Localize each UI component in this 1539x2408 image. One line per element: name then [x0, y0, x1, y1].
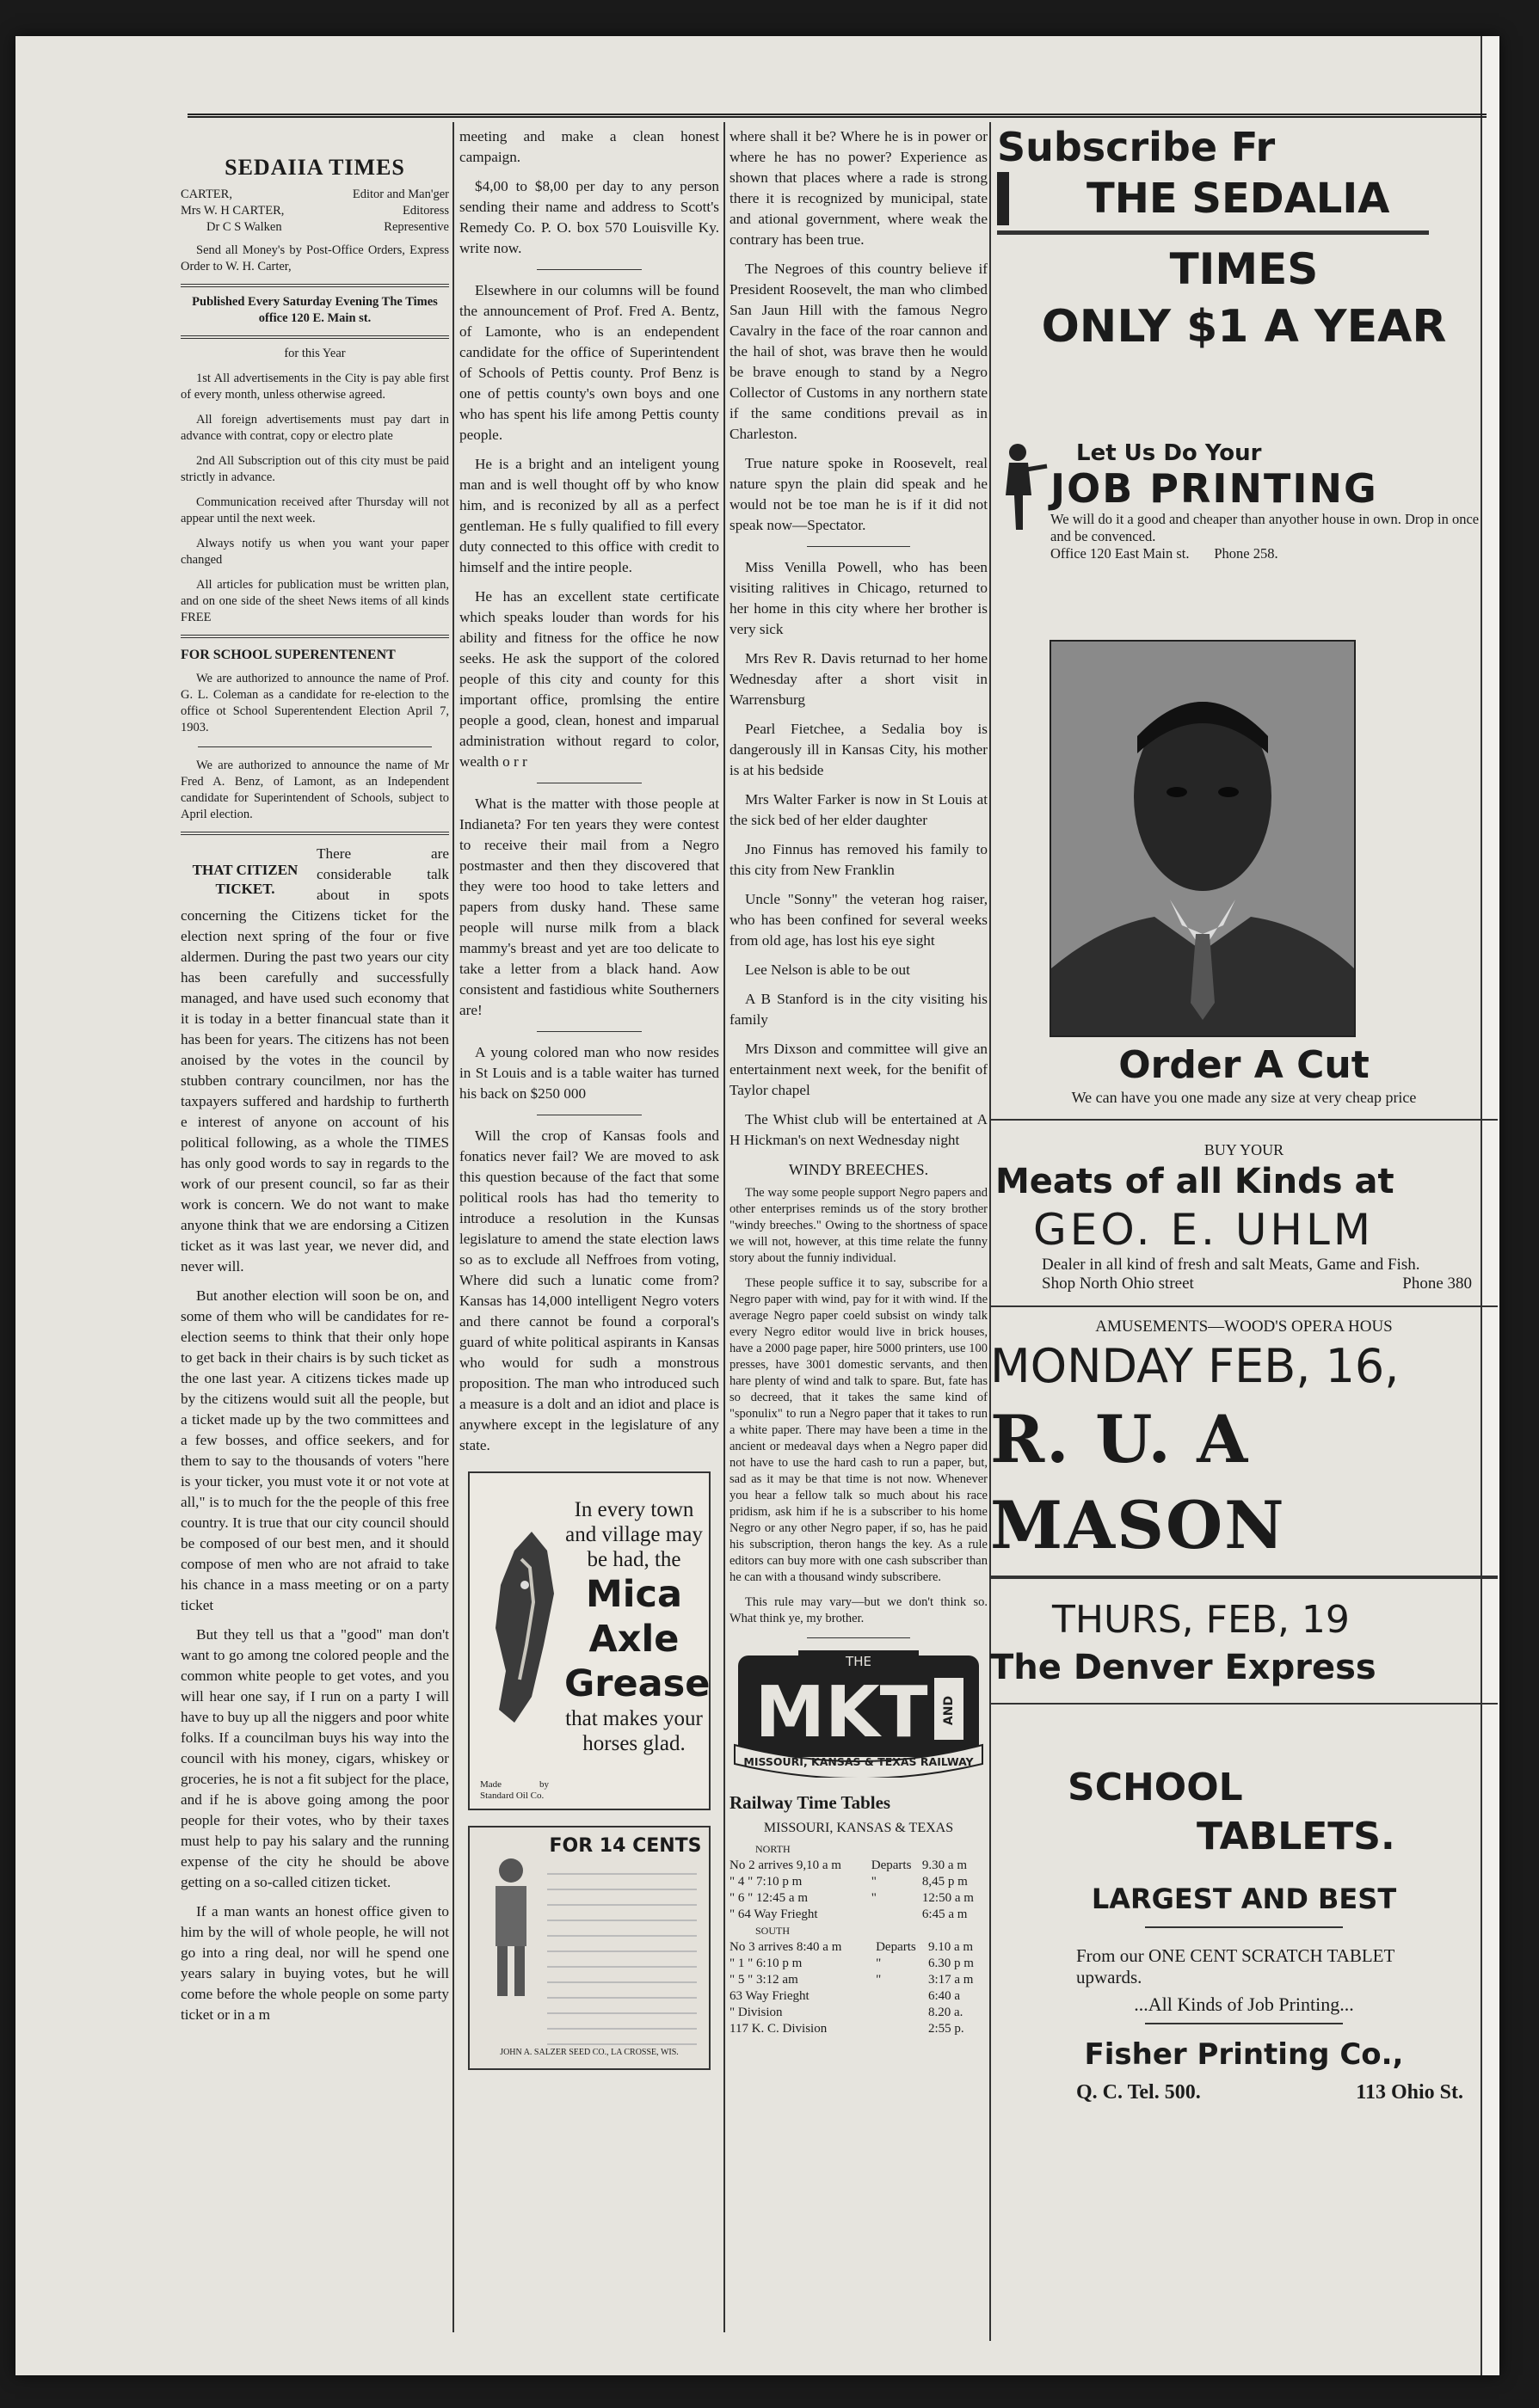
- citizen-paragraph: If a man wants an honest office given to him by the will of whole people, he will not go into a ring deal, nor will he spend one years salary in buying votes, but he will come before the whole people on some party ticket or in a m: [181, 1903, 449, 2023]
- terms-item: 2nd All Subscription out of this city must be paid strictly in advance.: [181, 454, 449, 484]
- col2-paragraph: Will the crop of Kansas fools and fonatics never fail? We are moved to ask this question because of the fact that some political rools has had tho temerity to introduce a resolution in the Kunsas legislature to amend the state election laws so as to exclude all Neffroes from voting, Where did such a lunatic come from? Kansas has 14,000 intelligent Negro voters and there cannot be found a corporal's guard of white political aspirants in Kansas who would for sudh a monstrous proposition. The man who introduced such a measure is a dolt and an idiot and place is anywhere except in the legislature of any state.: [459, 1127, 719, 1453]
- fisher-address: 113 Ohio St.: [1356, 2081, 1463, 2104]
- denver-express: The Denver Express: [990, 1648, 1376, 1687]
- north-table: [729, 1858, 988, 1923]
- staff-name: CARTER,: [181, 187, 232, 201]
- railway-sub: MISSOURI, KANSAS & TEXAS: [763, 1821, 954, 1835]
- col2-paragraph: What is the matter with those people at Indianeta? For ten years they were contest to receive their mail from a Negro postmaster and then they discovered that they were too hood to take letters and papers from dusky hand. These same people will nurse milk from a black mammy's breast and yet are too delicate to take a letter from a black hand. Aow consistent and fastidious white Southerners are!: [459, 796, 719, 1018]
- remedy-ad: $4,00 to $8,00 per day to any person sending their name and address to Scott's Remedy Co. P. O. box 570 Louisville Ky. write now.: [459, 178, 719, 256]
- ad-rule: [1145, 1926, 1343, 1928]
- send-money-note: Send all Money's by Post-Office Orders, Express Order to W. H. Carter,: [181, 243, 449, 273]
- tt-cell: Departs: [871, 1858, 912, 1872]
- mkt-ribbon: MISSOURI, KANSAS & TEXAS RAILWAY: [743, 1755, 974, 1768]
- tt-cell: [871, 1907, 922, 1923]
- meat-shop-row: [990, 1275, 1498, 1293]
- local-news-item: A B Stanford is in the city visiting his family: [729, 991, 988, 1028]
- school-heading: FOR SCHOOL SUPERENTENENT: [181, 648, 396, 662]
- staff-row: [181, 203, 449, 219]
- subscribe-rule: [997, 230, 1429, 235]
- separator: [807, 1637, 910, 1638]
- staff-name: Dr C S Walken: [206, 220, 282, 234]
- separator: [181, 335, 449, 339]
- mkt-the: THE: [846, 1654, 871, 1669]
- tt-cell: ": [876, 1973, 882, 1987]
- col3-paragraph: where shall it be? Where he is in power or where he has no power? Experience as shown that places where a rade is strong there it is recognized by municipal, state and ational government, where weak the contrary has been true.: [729, 128, 988, 248]
- separator: [181, 284, 449, 287]
- railway-south: SOUTH: [755, 1925, 791, 1937]
- tt-cell: 8.20 a.: [927, 2006, 963, 2019]
- monday-date: MONDAY FEB, 16,: [990, 1339, 1400, 1393]
- table-row: [729, 1890, 988, 1907]
- tt-cell: [876, 2005, 928, 2021]
- local-news-item: Mrs Rev R. Davis returnad to her home Wednesday after a short visit in Warrensburg: [729, 650, 988, 708]
- mason-title: R. U. A MASON: [990, 1401, 1286, 1563]
- col2-paragraph: He is a bright and an inteligent young man and is well thought off by who know him, and is reconized by all as a perfect gentleman. He s fully qualified to fill every duty connected to this office with credit to himself and the intire people.: [459, 456, 719, 575]
- staff-row: [181, 219, 449, 236]
- seed-text-lines: [547, 1865, 697, 2051]
- mica-grease-ad: [468, 1471, 711, 1810]
- local-news-item: Lee Nelson is able to be out: [745, 961, 910, 978]
- staff-role: Editoress: [403, 204, 449, 218]
- tt-cell: 117 K. C. Division: [729, 2022, 828, 2036]
- railway-north: NORTH: [755, 1843, 791, 1855]
- published-note: Published Every Saturday Evening The Times office 120 E. Main st.: [192, 295, 438, 325]
- tt-cell: Departs: [876, 1940, 916, 1954]
- ad-rule: [990, 1703, 1498, 1705]
- terms-item: 1st All advertisements in the City is pay able first of every month, unless otherwise agreed.: [181, 372, 449, 402]
- portrait-photo: [1050, 640, 1356, 1037]
- subscribe-line-1: Subscribe Fr: [997, 124, 1276, 170]
- mica-text: [564, 1497, 711, 1756]
- all-kinds: ...All Kinds of Job Printing...: [1134, 1993, 1354, 2015]
- job-line-3: We will do it a good and cheaper than anyother house in own. Drop in once and be convenced.: [1050, 511, 1480, 544]
- separator: [181, 635, 449, 638]
- man-pointing-icon: [997, 440, 1049, 535]
- subscribe-line-2: THE SEDALIA: [997, 172, 1498, 225]
- scratch-tablet: From our ONE CENT SCRATCH TABLET upwards.: [1076, 1945, 1394, 1987]
- windy-heading: WINDY BREECHES.: [788, 1161, 929, 1178]
- tt-cell: No 3 arrives 8:40 a m: [729, 1940, 842, 1954]
- table-row: [729, 1858, 988, 1874]
- staff-row: [181, 187, 449, 203]
- terms-item: All foreign advertisements must pay dart in advance with contrat, copy or electro plate: [181, 413, 449, 443]
- bentz-announcement: We are authorized to announce the name of Mr Fred A. Benz, of Lamont, as an Independent candidate for Superintendent of Schools, subject to April election.: [181, 759, 449, 821]
- tt-cell: " 1 " 6:10 p m: [729, 1956, 803, 1970]
- job-line-2: JOB PRINTING: [1050, 465, 1378, 512]
- school-line-2: TABLETS.: [1197, 1815, 1395, 1858]
- local-news-item: Mrs Dixson and committee will give an entertainment next week, for the benifit of Taylor chapel: [729, 1041, 988, 1098]
- meat-desc: Dealer in all kind of fresh and salt Meats, Game and Fish.: [1042, 1256, 1420, 1274]
- portrait-image: [1051, 642, 1354, 1035]
- terms-item: Communication received after Thursday will not appear until the next week.: [181, 495, 449, 525]
- ad-rule: [990, 1119, 1498, 1121]
- mica-name-1: Mica: [585, 1573, 683, 1616]
- staff-role: Editor and Man'ger: [352, 187, 449, 201]
- citizen-paragraph: But they tell us that a "good" man don't want to go among tne colored people and the common white people to get votes, and you will hear one say, if I run on a party I will have to buy up all the niggers and poor white folks. If a councilman buys his way into the council with his money, cigars, whiskey or groceries, he is not a fit subject for the place, and if he is above going among the poor people for their votes, who by their taxes must help to pay his salary and the running expense of the city he should be above getting on a so-called citizen ticket.: [181, 1626, 449, 1890]
- tt-cell: " 64 Way Frieght: [729, 1907, 818, 1921]
- table-row: [729, 1939, 988, 1956]
- tt-cell: 9.30 a m: [921, 1858, 967, 1872]
- subscribe-ad: [990, 122, 1498, 357]
- tt-cell: [876, 1988, 928, 2005]
- tt-cell: 6:45 a m: [921, 1907, 968, 1921]
- job-phone: Phone 258.: [1214, 545, 1278, 562]
- railway-heading: Railway Time Tables: [729, 1792, 891, 1813]
- subscribe-line-3: TIMES: [1169, 244, 1319, 294]
- job-office: [1050, 545, 1498, 562]
- table-row: [729, 1972, 988, 1988]
- terms-item: Always notify us when you want your paper changed: [181, 537, 449, 567]
- mica-maker: Made by Standard Oil Co.: [480, 1779, 549, 1801]
- terms-item: All articles for publication must be written plan, and on one side of the sheet News items of all kinds FREE: [181, 578, 449, 624]
- job-line-1: Let Us Do Your: [1076, 440, 1262, 466]
- coleman-announcement: We are authorized to announce the name of Prof. G. L. Coleman as a candidate for re-election to the office ot School Superentendent Election April 7, 1903.: [181, 672, 449, 734]
- mica-name-2: Axle: [588, 1618, 680, 1661]
- subscribe-line-4: ONLY $1 A YEAR: [1041, 301, 1447, 353]
- citizen-paragraph: There are considerable talk about in spots concerning the Citizens ticket for the election next spring of the four or five aldermen. During the past two years our city has been carefully and successfully managed, and have used such economy that it is today in a better financual state than it has been for years. The citizens has not been anoised by the votes in the council by stubben contrary councilmen, nor has the taxpayers suffered and hardship to furtherth e interest of anyone on account of his political following, as a whole the TIMES has only good words to say in regards to the work of our present council, so far as their work is concern. We do not want to make anyone think that we are endorsing a Citizen ticket as it was last year, we never did, and never will.: [181, 845, 449, 1275]
- job-address: Office 120 East Main st.: [1050, 545, 1190, 562]
- tt-cell: 6.30 p m: [927, 1956, 974, 1970]
- tt-cell: 8,45 p m: [921, 1875, 968, 1889]
- man-figure-icon: [483, 1853, 539, 2000]
- local-news-item: Miss Venilla Powell, who has been visiting ralitives in Chicago, returned to her home in this city where her brother is very sick: [729, 559, 988, 637]
- local-news-item: The Whist club will be entertained at A H Hickman's on next Wednesday night: [729, 1111, 988, 1148]
- col2-paragraph: He has an excellent state certificate which speaks louder than words for his ability and fitness for the office he now seeks. He ask the support of the colored people of this city and county for this important office, promlsing the entire people a good, clean, honest and imparual administration without regard to color, wealth o r r: [459, 588, 719, 770]
- separator: [537, 269, 642, 270]
- column-3: [729, 126, 988, 2037]
- mica-line-2: that makes your horses glad.: [565, 1707, 703, 1755]
- separator: [537, 1031, 642, 1032]
- mica-line-1: In every town and village may be had, the: [565, 1498, 703, 1571]
- local-news-item: Pearl Fietchee, a Sedalia boy is dangerously ill in Kansas City, his mother is at his bedside: [729, 721, 988, 778]
- amusements: AMUSEMENTS—WOOD'S OPERA HOUS: [1095, 1318, 1393, 1336]
- separator: [181, 832, 449, 835]
- tt-cell: " 4 " 7:10 p m: [729, 1875, 803, 1889]
- table-row: [729, 1874, 988, 1890]
- tt-cell: " Division: [729, 2006, 783, 2019]
- column-2: [459, 126, 719, 2079]
- job-printing-ad: [990, 440, 1498, 562]
- local-news-item: Uncle "Sonny" the veteran hog raiser, who has been confined for several weeks from old age, has lost his eye sight: [729, 891, 988, 949]
- meat-phone: Phone 380: [1402, 1275, 1472, 1293]
- tt-cell: 9.10 a m: [927, 1940, 974, 1954]
- separator: [807, 546, 910, 547]
- masthead: SEDAIIA TIMES: [225, 155, 405, 180]
- column-rule: [452, 122, 454, 2332]
- col2-paragraph: Elsewhere in our columns will be found the announcement of Prof. Fred A. Bentz, of Lamonte, who is an endependent candidate for the office of Superintendent of Schools of Pettis county. Prof Benz is one of pettis county's own boys and one who has spent his life among Pettis county people.: [459, 282, 719, 443]
- column-rule: [723, 122, 725, 2332]
- staff-name: Mrs W. H CARTER,: [181, 204, 285, 218]
- cut-title: Order A Cut: [1118, 1043, 1370, 1087]
- opera-ad: [990, 1318, 1498, 1705]
- separator: [198, 746, 432, 747]
- tt-cell: " 5 " 3:12 am: [729, 1973, 798, 1987]
- ad-rule: [990, 1305, 1498, 1307]
- citizen-heading: THAT CITIZEN TICKET.: [192, 862, 299, 897]
- fisher-contact-row: [990, 2076, 1498, 2104]
- mkt-and: AND: [942, 1695, 956, 1726]
- tt-cell: 63 Way Frieght: [729, 1989, 810, 2003]
- local-news-item: Jno Finnus has removed his family to this city from New Franklin: [729, 841, 988, 878]
- local-news-item: Mrs Walter Farker is now in St Louis at the sick bed of her elder daughter: [729, 791, 988, 828]
- fisher-name: Fisher Printing Co.,: [1084, 2037, 1404, 2072]
- mkt-letters: MKT: [754, 1672, 928, 1754]
- staff-list: [181, 187, 449, 236]
- school-tablets-ad: [990, 1765, 1498, 2104]
- column-1: [181, 126, 449, 2034]
- tt-cell: 3:17 a m: [927, 1973, 974, 1987]
- windy-paragraph: This rule may vary—but we don't think so. What think ye, my brother.: [729, 1595, 988, 1625]
- tt-cell: [876, 2021, 928, 2037]
- largest-best: LARGEST AND BEST: [1091, 1883, 1397, 1915]
- mica-name-3: Grease: [564, 1662, 711, 1705]
- seed-title: FOR 14 CENTS: [549, 1835, 702, 1857]
- terms-heading: for this Year: [284, 347, 346, 360]
- table-row: [729, 2005, 988, 2021]
- windy-paragraph: The way some people support Negro papers and other enterprises reminds us of the story brother "windy breeches." Owing to the shortness of space we will not, however, at this time relate the funny story about the funniy individual.: [729, 1186, 988, 1265]
- seed-footer: JOHN A. SALZER SEED CO., LA CROSSE, WIS.: [500, 2048, 679, 2057]
- col2-paragraph: A young colored man who now resides in St Louis and is a table waiter has turned his back on $250 000: [459, 1044, 719, 1102]
- col3-paragraph: True nature spoke in Roosevelt, real nature spyn the plain did speak and he would not be toe man he is if it did not speak now—Spectator.: [729, 455, 988, 533]
- ad-rule: [1145, 2023, 1343, 2024]
- seed-ad: [468, 1826, 711, 2070]
- tt-cell: " 6 " 12:45 a m: [729, 1891, 808, 1905]
- top-rule: [188, 114, 1487, 118]
- col3-paragraph: The Negroes of this country believe if President Roosevelt, the man who climbed San Jaun Hill with the famous Negro Cavalry in the face of the roar cannon and the hail of shot, was brave then he would be brave enough to stand by a Negro Collector of Customs in any northern state if the same conditions prevail as in Charleston.: [729, 261, 988, 442]
- horse-head-icon: [480, 1525, 566, 1731]
- tt-cell: ": [876, 1956, 882, 1970]
- table-row: [729, 1956, 988, 1972]
- mkt-logo: [729, 1649, 988, 1778]
- south-table: [729, 1939, 988, 2037]
- meats-ad: [990, 1141, 1498, 1307]
- ad-rule: [990, 1576, 1498, 1579]
- citizen-paragraph: But another election will soon be on, and some of them who will be candidates for re-election seems to think that their only hope to get back in their chairs is by such ticket as the one last year. A citizens tickes made up by the citizens would suit all the people, but a ticket made up by the two committees and a few bosses, and office seekers, and for them to say to the thousands of voters "here is your ticker, you must vote it or not vote at all," is to much for the the people of this free country. It is true that our city council should be composed of our best men, and it should compose of men who are not afraid to take his chance in a mass meeting or on a party ticket: [181, 1287, 449, 1613]
- table-row: [729, 2021, 988, 2037]
- windy-paragraph: These people suffice it to say, subscribe for a Negro paper with wind, pay for it with wind. If the average Negro paper coeld subsist on windy talk every Negro editor would live in brick houses, have a 2000 page paper, hire 5000 printers, use 100 presses, have 3001 domestic servants, and then hare plenty of wind and talk to spare. But, fate has so decreed, that it takes the same kind of "sponulix" to run a Negro paper that it takes to run a white paper. There may have been a time in the ancient or medeaval days when a Negro paper did not have to use the hard cash to run a paper, but, sad as it may be that time is not now. Whenever you hear a fellow talk so much about his race pridism, ask him if he is a subscriber to his home Negro or any other Negro paper, if so, has he paid his subscription, theron hangs the key. As a rule editors can buy more with one cash subscriber than he can with a thousand windy subscribere.: [729, 1276, 988, 1584]
- fisher-tel: Q. C. Tel. 500.: [1076, 2081, 1201, 2104]
- staff-role: Representive: [384, 220, 449, 234]
- col2-paragraph: meeting and make a clean honest campaign.: [459, 128, 719, 165]
- school-line-1: SCHOOL: [1068, 1766, 1243, 1809]
- cut-sub: We can have you one made any size at very cheap price: [1071, 1089, 1417, 1106]
- order-cut-ad: [990, 1042, 1498, 1121]
- tt-cell: No 2 arrives 9,10 a m: [729, 1858, 841, 1872]
- meat-buy: BUY YOUR: [1203, 1141, 1284, 1158]
- tt-cell: ": [871, 1875, 877, 1889]
- tt-cell: 12:50 a m: [921, 1891, 974, 1905]
- tt-cell: ": [871, 1891, 877, 1905]
- table-row: [729, 1907, 988, 1923]
- meat-name: GEO. E. UHLM: [1033, 1205, 1375, 1255]
- table-row: [729, 1988, 988, 2005]
- thursday-date: THURS, FEB, 19: [1052, 1598, 1350, 1642]
- newspaper-page: [15, 36, 1499, 2375]
- tt-cell: 2:55 p.: [927, 2022, 964, 2036]
- meat-title: Meats of all Kinds at: [995, 1162, 1394, 1201]
- tt-cell: 6:40 a: [927, 1989, 961, 2003]
- meat-shop: Shop North Ohio street: [1042, 1275, 1194, 1293]
